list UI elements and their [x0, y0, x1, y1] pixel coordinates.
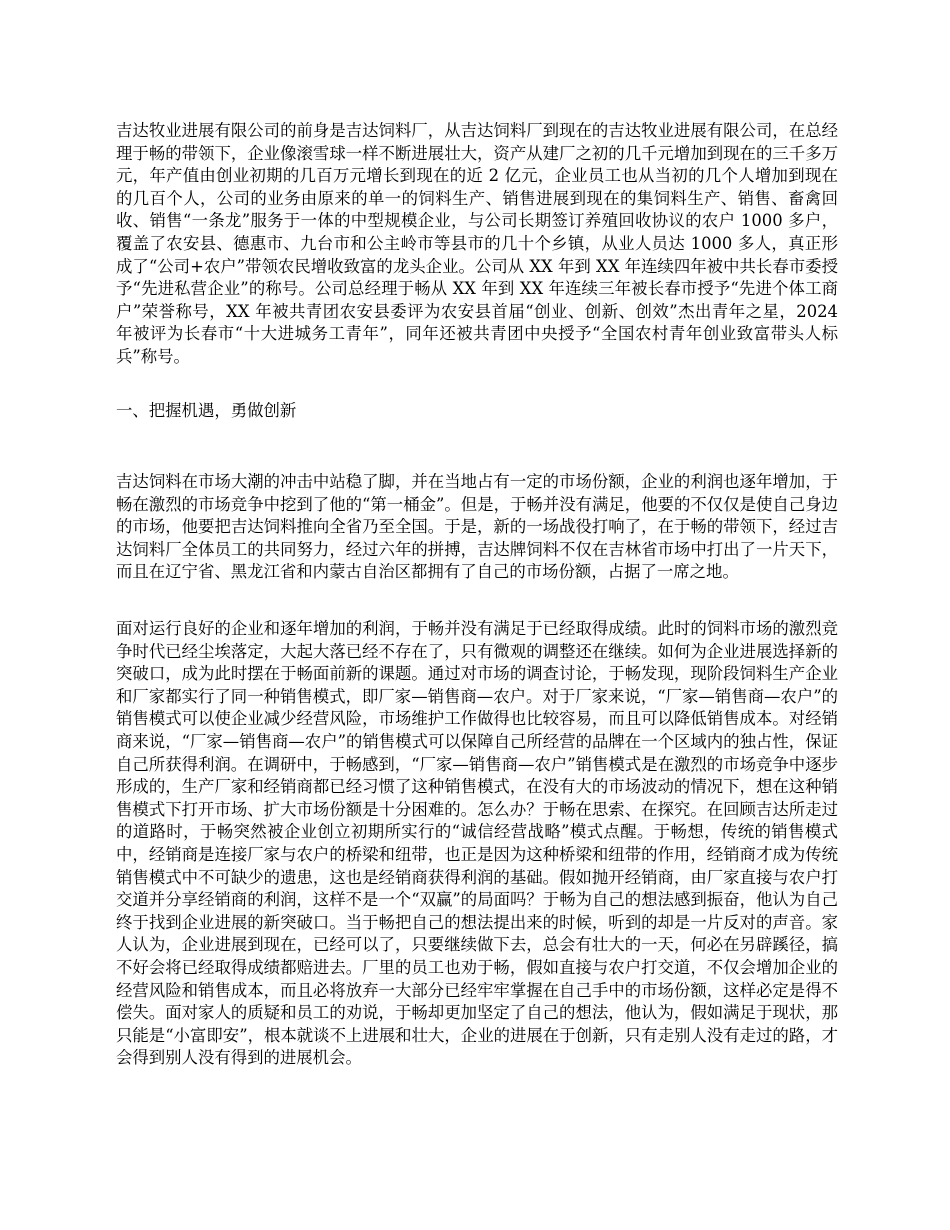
body-paragraph: 面对运行良好的企业和逐年增加的利润，于畅并没有满足于已经取得成绩。此时的饲料市场的激烈竞争时代已经尘埃落定，大起大落已经不存在了，只有微观的调整还在继续。如何为企业进展选择新的突破口，成为此时摆在于畅面前新的课题。通过对市场的调查讨论，于畅发现，现阶段饲料生产企业和厂家都实行了同一种销售模式，即厂家—销售商—农户。对于厂家来说，“厂家—销售商—农户”的销售模式可以使企业减少经营风险，市场维护工作做得也比较容易，而且可以降低销售成本。对经销商来说，“厂家—销售商—农户”的销售模式可以保障自己所经营的品牌在一个区域内的独占性，保证自己所获得利润。在调研中，于畅感到，“厂家—销售商—农户”销售模式是在激烈的市场竞争中逐步形成的，生产厂家和经销商都已经习惯了这种销售模式，在没有大的市场波动的情况下，想在这种销售模式下打开市场、扩大市场份额是十分困难的。怎么办？于畅在思索、在探究。在回顾吉达所走过的道路时，于畅突然被企业创立初期所实行的“诚信经营战略”模式点醒。于畅想，传统的销售模式中，经销商是连接厂家与农户的桥梁和纽带，也正是因为这种桥梁和纽带的作用，经销商才成为传统销售模式中不可缺少的遗患，这也是经销商获得利润的基础。假如抛开经销商，由厂家直接与农户打交道并分享经销商的利润，这样不是一个“双赢”的局面吗？于畅为自己的想法感到振奋，他认为自己终于找到企业进展的新突破口。当于畅把自己的想法提出来的时候，听到的却是一片反对的声音。家人认为，企业进展到现在，已经可以了，只要继续做下去，总会有壮大的一天，何必在另辟蹊径，搞不好会将已经取得成绩都赔进去。厂里的员工也劝于畅，假如直接与农户打交道，不仅会增加企业的经营风险和销售成本，而且必将放弃一大部分已经牢牢掌握在自己手中的市场份额，这样必定是得不偿失。面对家人的质疑和员工的劝说，于畅却更加坚定了自己的想法，他认为，假如满足于现状，那只能是“小富即安”，根本就谈不上进展和壮大，企业的进展在于创新，只有走别人没有走过的路，才会得到别人没有得到的进展机会。	[116, 619, 838, 1068]
body-paragraph: 吉达饲料在市场大潮的冲击中站稳了脚，并在当地占有一定的市场份额，企业的利润也逐年增加，于畅在激烈的市场竞争中挖到了他的“第一桶金”。但是，于畅并没有满足，他要的不仅仅是使自己身边的市场，他要把吉达饲料推向全省乃至全国。于是，新的一场战役打响了，在于畅的带领下，经过吉达饲料厂全体员工的共同努力，经过六年的拼搏，吉达牌饲料不仅在吉林省市场中打出了一片天下，而且在辽宁省、黑龙江省和内蒙古自治区都拥有了自己的市场份额，占据了一席之地。	[116, 472, 838, 582]
intro-paragraph: 吉达牧业进展有限公司的前身是吉达饲料厂，从吉达饲料厂到现在的吉达牧业进展有限公司，在总经理于畅的带领下，企业像滚雪球一样不断进展壮大，资产从建厂之初的几千元增加到现在的三千多万元，年产值由创业初期的几百万元增长到现在的近 2 亿元，企业员工也从当初的几个人增加到现在的几百个人，公司的业务由原来的单一的饲料生产、销售进展到现在的集饲料生产、销售、畜禽回收、销售“一条龙”服务于一体的中型规模企业，与公司长期签订养殖回收协议的农户 1000 多户，覆盖了农安县、德惠市、九台市和公主岭市等县市的几十个乡镇，从业人员达 1000 多人，真正形成了“公司+农户”带领农民增收致富的龙头企业。公司从 XX 年到 XX 年连续四年被中共长春市委授予“先进私营企业”的称号。公司总经理于畅从 XX 年到 XX 年连续三年被长春市授予“先进个体工商户”荣誉称号，XX 年被共青团农安县委评为农安县首届“创业、创新、创效”杰出青年之星，2024 年被评为长春市“十大进城务工青年”，同年还被共青团中央授予“全国农村青年创业致富带头人标兵”称号。	[116, 121, 838, 366]
section-heading: 一、把握机遇，勇做创新	[116, 401, 297, 420]
